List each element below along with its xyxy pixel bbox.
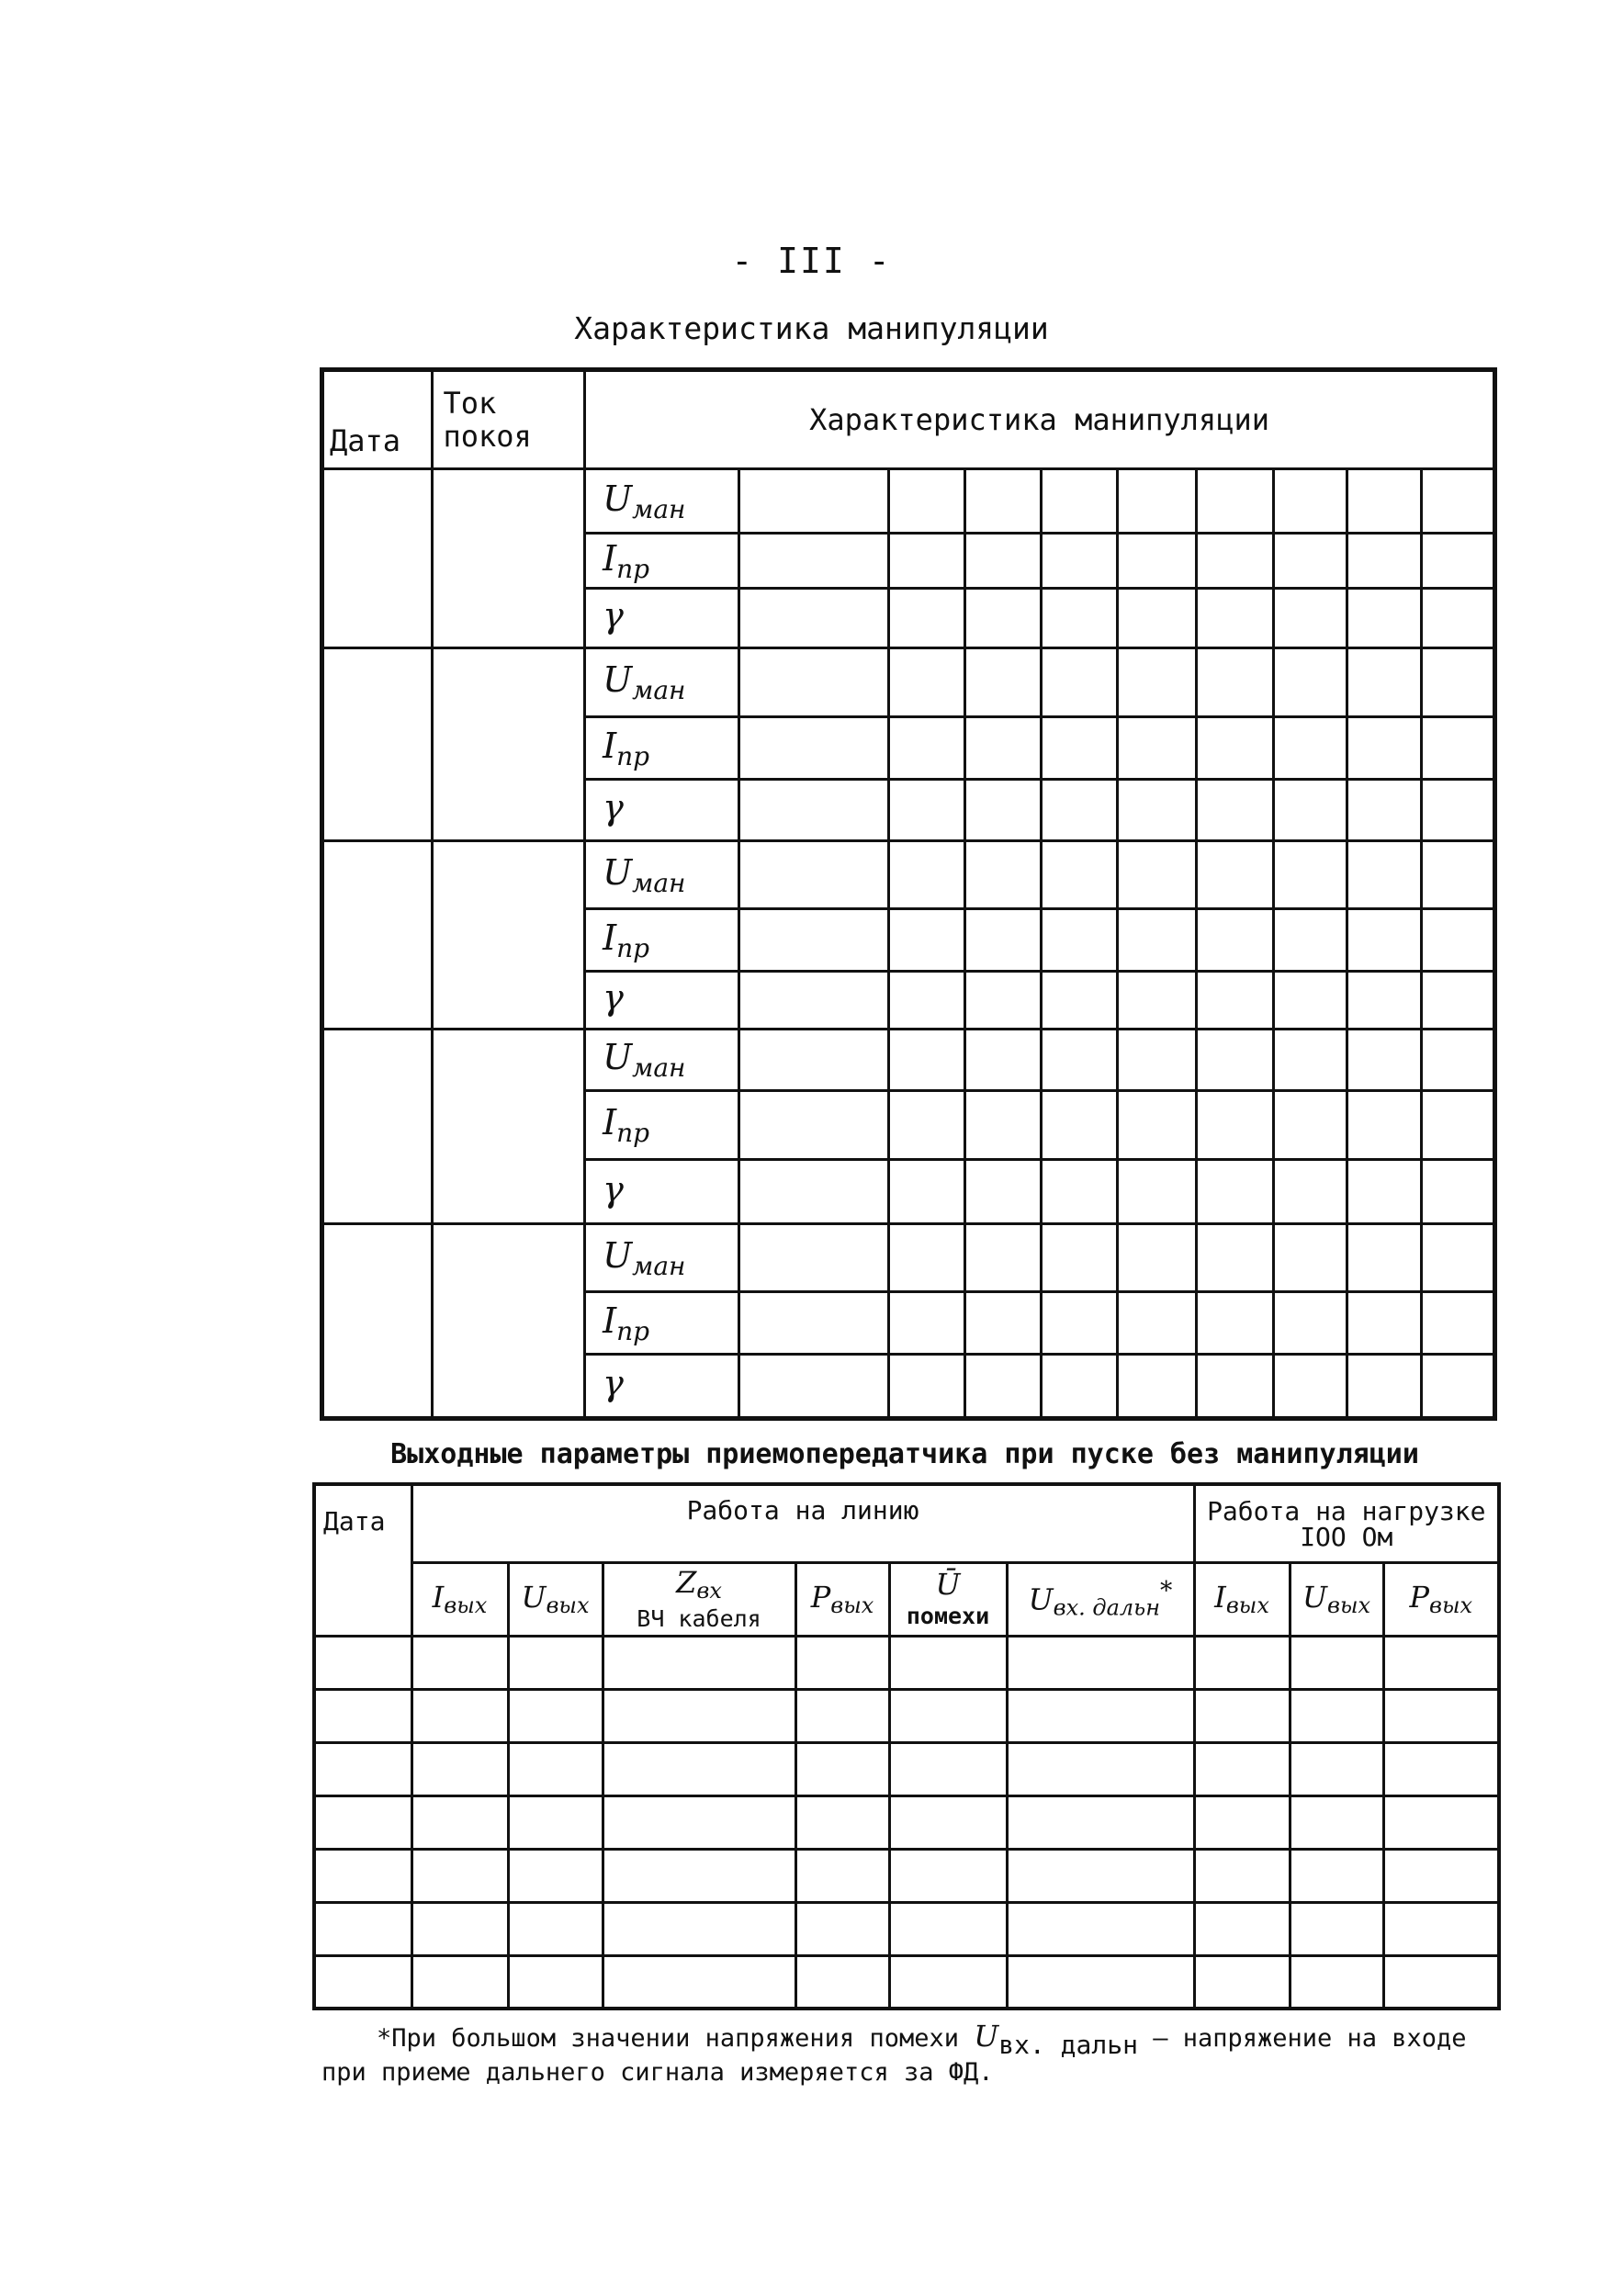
value-cell: [508, 1742, 603, 1795]
table1-title: Характеристика манипуляции: [574, 310, 1049, 346]
value-cell: [964, 972, 1041, 1030]
param-label: $U_{ман}$: [585, 469, 739, 534]
col-load-p: $P_{вых}$: [1383, 1562, 1499, 1636]
date-cell: [322, 1224, 433, 1419]
value-cell: [1194, 1795, 1290, 1849]
output-row: [314, 1689, 1499, 1742]
t2-header-date: Дата: [314, 1484, 411, 1636]
value-cell: [1273, 1292, 1347, 1355]
value-cell: [1194, 1955, 1290, 2009]
value-cell: [738, 841, 889, 909]
value-cell: [1273, 972, 1347, 1030]
value-cell: [1118, 972, 1196, 1030]
value-cell: [411, 1955, 508, 2009]
param-label: $U_{ман}$: [585, 841, 739, 909]
header-manipulation: Характеристика манипуляции: [585, 370, 1495, 469]
value-cell: [889, 972, 964, 1030]
value-cell: [738, 1091, 889, 1160]
value-cell: [1383, 1795, 1499, 1849]
value-cell: [1273, 534, 1347, 589]
output-row: [314, 1955, 1499, 2009]
param-label: $I_{пр}$: [585, 534, 739, 589]
value-cell: [1273, 841, 1347, 909]
value-cell: [1290, 1742, 1383, 1795]
param-label: γ: [585, 1355, 739, 1419]
output-row: [314, 1636, 1499, 1689]
value-cell: [964, 589, 1041, 648]
output-row: [314, 1742, 1499, 1795]
value-cell: [1421, 1292, 1494, 1355]
value-cell: [1041, 972, 1117, 1030]
value-cell: [795, 1689, 889, 1742]
value-cell: [889, 1689, 1007, 1742]
value-cell: [1290, 1636, 1383, 1689]
value-cell: [1421, 1091, 1494, 1160]
value-cell: [889, 589, 964, 648]
manipulation-row: [322, 1030, 1495, 1091]
value-cell: [1196, 469, 1273, 534]
value-cell: [508, 1636, 603, 1689]
value-cell: [1041, 841, 1117, 909]
value-cell: [1421, 1355, 1494, 1419]
value-cell: [889, 1091, 964, 1160]
col-u-far: $U_{вх. дальн}^*$: [1007, 1562, 1194, 1636]
value-cell: [1290, 1902, 1383, 1955]
value-cell: [795, 1795, 889, 1849]
value-cell: [1118, 1160, 1196, 1224]
value-cell: [1421, 589, 1494, 648]
page-number: - III -: [731, 241, 892, 281]
value-cell: [1347, 717, 1421, 780]
value-cell: [889, 780, 964, 841]
value-cell: [1383, 1742, 1499, 1795]
date-cell: [322, 648, 433, 841]
value-cell: [738, 589, 889, 648]
value-cell: [1196, 1030, 1273, 1091]
value-cell: [964, 469, 1041, 534]
value-cell: [1273, 1160, 1347, 1224]
value-cell: [1196, 972, 1273, 1030]
value-cell: [889, 1160, 964, 1224]
value-cell: [795, 1955, 889, 2009]
col-z-in: $Z_{вх}$ ВЧ кабеля: [603, 1562, 795, 1636]
value-cell: [1196, 534, 1273, 589]
value-cell: [738, 717, 889, 780]
value-cell: [1347, 1224, 1421, 1292]
value-cell: [1196, 1160, 1273, 1224]
output-row: [314, 1795, 1499, 1849]
value-cell: [795, 1849, 889, 1902]
value-cell: [964, 1091, 1041, 1160]
value-cell: [964, 1160, 1041, 1224]
value-cell: [1383, 1955, 1499, 2009]
value-cell: [889, 1795, 1007, 1849]
param-label: $I_{пр}$: [585, 1091, 739, 1160]
header-rest-current: Ток покоя: [433, 370, 585, 469]
value-cell: [795, 1742, 889, 1795]
value-cell: [1041, 534, 1117, 589]
value-cell: [889, 1742, 1007, 1795]
value-cell: [508, 1795, 603, 1849]
header-date: Дата: [322, 370, 433, 469]
date-cell: [322, 841, 433, 1030]
manipulation-row: [322, 1224, 1495, 1292]
param-label: γ: [585, 780, 739, 841]
value-cell: [1273, 1091, 1347, 1160]
value-cell: [1194, 1689, 1290, 1742]
rest-current-cell: [433, 469, 585, 648]
value-cell: [1421, 972, 1494, 1030]
header-line-work: Работа на линию: [411, 1484, 1194, 1562]
value-cell: [1383, 1849, 1499, 1902]
value-cell: [964, 648, 1041, 717]
value-cell: [1383, 1902, 1499, 1955]
param-label: $I_{пр}$: [585, 909, 739, 972]
value-cell: [889, 1355, 964, 1419]
value-cell: [1347, 909, 1421, 972]
value-cell: [314, 1636, 411, 1689]
value-cell: [738, 1160, 889, 1224]
value-cell: [964, 841, 1041, 909]
value-cell: [1421, 780, 1494, 841]
value-cell: [1007, 1689, 1194, 1742]
value-cell: [1118, 589, 1196, 648]
value-cell: [889, 717, 964, 780]
value-cell: [738, 534, 889, 589]
value-cell: [603, 1902, 795, 1955]
value-cell: [1118, 717, 1196, 780]
value-cell: [1290, 1955, 1383, 2009]
output-row: [314, 1902, 1499, 1955]
rest-current-cell: [433, 841, 585, 1030]
value-cell: [1041, 1091, 1117, 1160]
date-cell: [322, 469, 433, 648]
value-cell: [1118, 1355, 1196, 1419]
value-cell: [1194, 1902, 1290, 1955]
output-row: [314, 1849, 1499, 1902]
value-cell: [964, 1355, 1041, 1419]
col-load-u: $U_{вых}$: [1290, 1562, 1383, 1636]
value-cell: [603, 1742, 795, 1795]
value-cell: [1196, 1224, 1273, 1292]
value-cell: [1118, 1030, 1196, 1091]
manipulation-row: [322, 648, 1495, 717]
value-cell: [1347, 469, 1421, 534]
value-cell: [1196, 1091, 1273, 1160]
table2-title: Выходные параметры приемопередатчика при пуске без манипуляции: [390, 1438, 1419, 1470]
value-cell: [1421, 469, 1494, 534]
value-cell: [1007, 1902, 1194, 1955]
value-cell: [1041, 1224, 1117, 1292]
value-cell: [1196, 841, 1273, 909]
value-cell: [738, 909, 889, 972]
value-cell: [1118, 1224, 1196, 1292]
value-cell: [889, 1292, 964, 1355]
value-cell: [1421, 841, 1494, 909]
value-cell: [1041, 1292, 1117, 1355]
value-cell: [889, 534, 964, 589]
value-cell: [1041, 717, 1117, 780]
value-cell: [889, 469, 964, 534]
value-cell: [1007, 1955, 1194, 2009]
value-cell: [964, 909, 1041, 972]
value-cell: [1118, 534, 1196, 589]
value-cell: [1421, 1160, 1494, 1224]
value-cell: [1421, 1224, 1494, 1292]
value-cell: [603, 1636, 795, 1689]
value-cell: [508, 1955, 603, 2009]
value-cell: [1290, 1849, 1383, 1902]
value-cell: [1041, 589, 1117, 648]
value-cell: [603, 1849, 795, 1902]
value-cell: [1347, 648, 1421, 717]
value-cell: [411, 1902, 508, 1955]
output-params-table: [312, 1482, 1501, 2010]
value-cell: [738, 1030, 889, 1091]
value-cell: [603, 1689, 795, 1742]
value-cell: [1118, 1292, 1196, 1355]
value-cell: [889, 909, 964, 972]
value-cell: [314, 1955, 411, 2009]
rest-current-cell: [433, 648, 585, 841]
value-cell: [1041, 1355, 1117, 1419]
value-cell: [411, 1795, 508, 1849]
value-cell: [411, 1849, 508, 1902]
value-cell: [1347, 972, 1421, 1030]
value-cell: [1196, 1355, 1273, 1419]
value-cell: [1196, 780, 1273, 841]
value-cell: [1421, 909, 1494, 972]
value-cell: [1290, 1795, 1383, 1849]
value-cell: [1421, 648, 1494, 717]
param-label: γ: [585, 972, 739, 1030]
value-cell: [314, 1742, 411, 1795]
value-cell: [1273, 1355, 1347, 1419]
value-cell: [1273, 469, 1347, 534]
value-cell: [1347, 1160, 1421, 1224]
value-cell: [1273, 1030, 1347, 1091]
value-cell: [1383, 1689, 1499, 1742]
value-cell: [738, 648, 889, 717]
value-cell: [1041, 648, 1117, 717]
value-cell: [1273, 1224, 1347, 1292]
value-cell: [1347, 780, 1421, 841]
value-cell: [889, 1955, 1007, 2009]
value-cell: [1347, 1091, 1421, 1160]
value-cell: [1347, 589, 1421, 648]
value-cell: [1118, 1091, 1196, 1160]
value-cell: [889, 1849, 1007, 1902]
value-cell: [889, 841, 964, 909]
value-cell: [1196, 909, 1273, 972]
value-cell: [411, 1689, 508, 1742]
value-cell: [1347, 841, 1421, 909]
value-cell: [1347, 1292, 1421, 1355]
value-cell: [889, 1902, 1007, 1955]
value-cell: [738, 1224, 889, 1292]
value-cell: [738, 1292, 889, 1355]
value-cell: [1041, 1030, 1117, 1091]
manipulation-table: [320, 367, 1497, 1421]
value-cell: [738, 469, 889, 534]
value-cell: [964, 1030, 1041, 1091]
value-cell: [964, 534, 1041, 589]
value-cell: [1118, 909, 1196, 972]
value-cell: [314, 1849, 411, 1902]
value-cell: [1194, 1636, 1290, 1689]
value-cell: [1383, 1636, 1499, 1689]
value-cell: [1273, 909, 1347, 972]
value-cell: [738, 1355, 889, 1419]
date-cell: [322, 1030, 433, 1224]
value-cell: [411, 1742, 508, 1795]
value-cell: [1007, 1742, 1194, 1795]
value-cell: [1118, 841, 1196, 909]
value-cell: [1118, 780, 1196, 841]
value-cell: [1273, 589, 1347, 648]
value-cell: [795, 1636, 889, 1689]
manipulation-row: [322, 469, 1495, 534]
value-cell: [1421, 534, 1494, 589]
value-cell: [1118, 648, 1196, 717]
value-cell: [508, 1849, 603, 1902]
value-cell: [738, 780, 889, 841]
param-label: $U_{ман}$: [585, 1030, 739, 1091]
param-label: γ: [585, 589, 739, 648]
col-u-out: $U_{вых}$: [508, 1562, 603, 1636]
value-cell: [1118, 469, 1196, 534]
value-cell: [1273, 717, 1347, 780]
value-cell: [1041, 469, 1117, 534]
value-cell: [889, 648, 964, 717]
value-cell: [1347, 534, 1421, 589]
value-cell: [1196, 648, 1273, 717]
value-cell: [889, 1224, 964, 1292]
param-label: $I_{пр}$: [585, 717, 739, 780]
value-cell: [508, 1902, 603, 1955]
value-cell: [411, 1636, 508, 1689]
value-cell: [1421, 1030, 1494, 1091]
value-cell: [1007, 1849, 1194, 1902]
value-cell: [1194, 1742, 1290, 1795]
value-cell: [1041, 780, 1117, 841]
value-cell: [1196, 1292, 1273, 1355]
value-cell: [603, 1955, 795, 2009]
footnote: *При большом значении напряжения помехи Uвх. дальн – напряжение на входе при приеме дальнего сигнала измеряется за ФД.: [321, 2019, 1467, 2087]
col-p-out: $P_{вых}$: [795, 1562, 889, 1636]
value-cell: [795, 1902, 889, 1955]
param-label: γ: [585, 1160, 739, 1224]
value-cell: [964, 780, 1041, 841]
value-cell: [314, 1795, 411, 1849]
param-label: $U_{ман}$: [585, 1224, 739, 1292]
value-cell: [1290, 1689, 1383, 1742]
value-cell: [1196, 589, 1273, 648]
rest-current-cell: [433, 1030, 585, 1224]
value-cell: [1194, 1849, 1290, 1902]
value-cell: [964, 1224, 1041, 1292]
value-cell: [1041, 909, 1117, 972]
col-i-out: $I_{вых}$: [411, 1562, 508, 1636]
value-cell: [964, 1292, 1041, 1355]
value-cell: [889, 1636, 1007, 1689]
value-cell: [314, 1902, 411, 1955]
value-cell: [738, 972, 889, 1030]
value-cell: [603, 1795, 795, 1849]
header-load-work: Работа на нагрузке IOO Ом: [1194, 1484, 1499, 1562]
value-cell: [1347, 1030, 1421, 1091]
col-u-noise: Ū помехи: [889, 1562, 1007, 1636]
value-cell: [1196, 717, 1273, 780]
value-cell: [1421, 717, 1494, 780]
value-cell: [1007, 1636, 1194, 1689]
value-cell: [1273, 648, 1347, 717]
value-cell: [1347, 1355, 1421, 1419]
manipulation-row: [322, 841, 1495, 909]
value-cell: [889, 1030, 964, 1091]
rest-current-cell: [433, 1224, 585, 1419]
value-cell: [1273, 780, 1347, 841]
value-cell: [1007, 1795, 1194, 1849]
value-cell: [1041, 1160, 1117, 1224]
param-label: $U_{ман}$: [585, 648, 739, 717]
value-cell: [508, 1689, 603, 1742]
param-label: $I_{пр}$: [585, 1292, 739, 1355]
value-cell: [964, 717, 1041, 780]
value-cell: [314, 1689, 411, 1742]
col-load-i: $I_{вых}$: [1194, 1562, 1290, 1636]
